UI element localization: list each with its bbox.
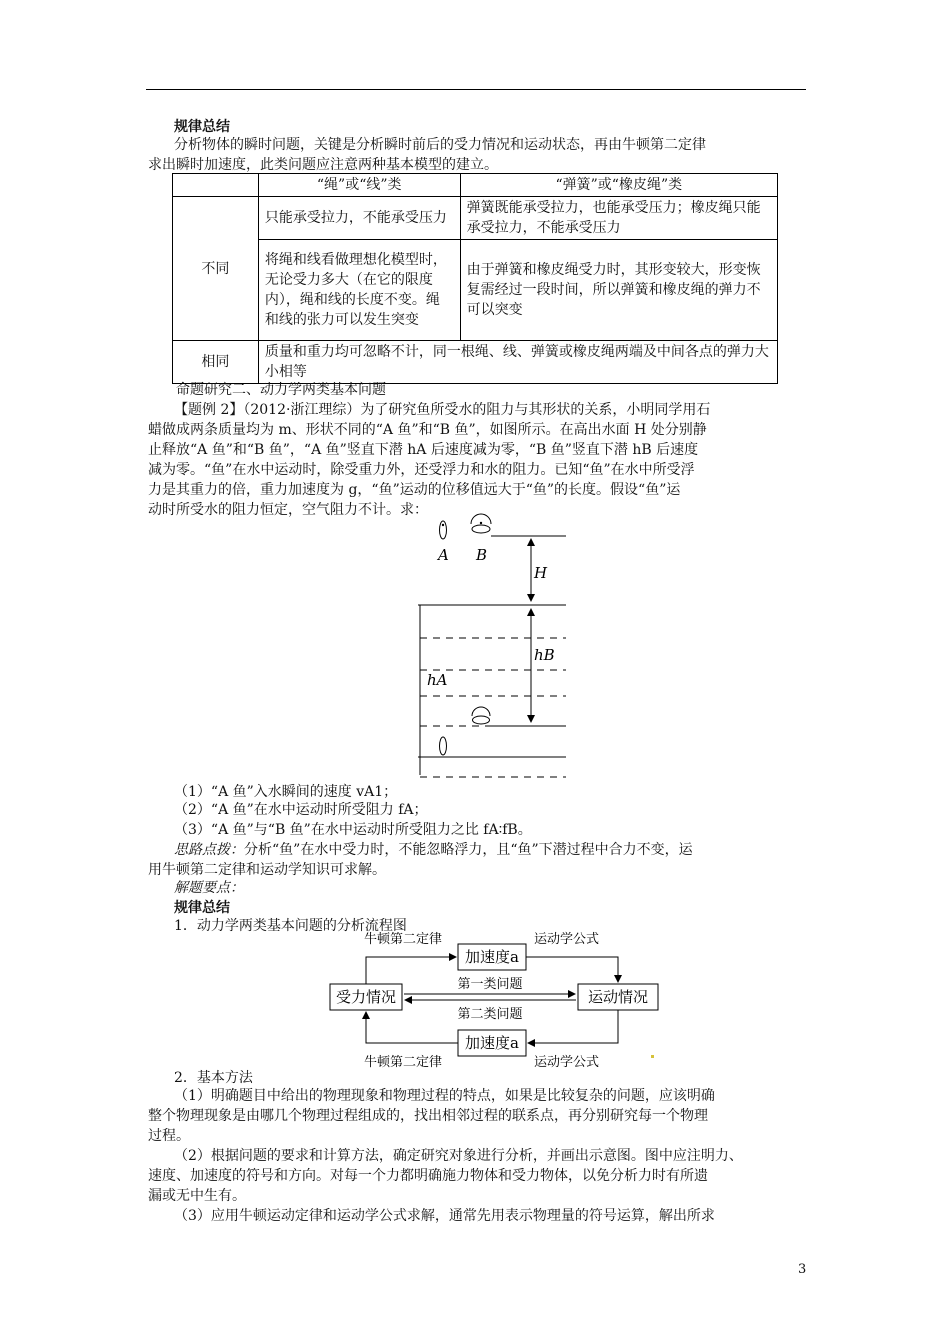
flow-right-box-label: 运动情况: [587, 988, 649, 1006]
hint-text-1: 分析“鱼”在水中受力时，不能忽略浮力，且“鱼”下潜过程中合力不变，运: [244, 842, 693, 858]
intro-line-1: 分析物体的瞬时问题，关键是分析瞬时前后的受力情况和运动状态，再由牛顿第二定律: [174, 137, 706, 153]
flow-bottom-left-label: 牛顿第二定律: [364, 1055, 443, 1070]
table-same-text: 质量和重力均可忽略不计，同一根绳、线、弹簧或橡皮绳两端及中间各点的弹力大小相等: [258, 341, 777, 384]
summary-item-1: 1．动力学两类基本问题的分析流程图: [174, 918, 407, 934]
label-a: A: [438, 546, 449, 564]
flow-top-box-label: 加速度a: [465, 948, 519, 966]
table-r1-spring: 弹簧既能承受拉力，也能承受压力；橡皮绳只能承受拉力，不能承受压力: [460, 197, 777, 240]
fish-b-initial: [471, 514, 491, 533]
method-p3-l1: （3）应用牛顿运动定律和运动学公式求解，通常先用表示物理量的符号运算，解出所求: [174, 1208, 715, 1224]
flow-bottom-box-label: 加速度a: [465, 1034, 519, 1052]
table-head-spring: “弹簧”或“橡皮绳”类: [460, 174, 777, 197]
method-p2-l1: （2）根据问题的要求和计算方法，确定研究对象进行分析，并画出示意图。图中应注明力、: [174, 1148, 743, 1164]
flow-left-box-label: 受力情况: [335, 988, 397, 1006]
example-line-6: 动时所受水的阻力恒定，空气阻力不计。求：: [148, 502, 428, 518]
flow-bottom-right-label: 运动学公式: [534, 1055, 600, 1070]
table-r2-spring: 由于弹簧和橡皮绳受力时，其形变较大，形变恢复需经过一段时间，所以弹簧和橡皮绳的弹力不可以突变: [460, 240, 777, 341]
table-corner-cell: [173, 174, 259, 197]
method-p2-l2: 速度、加速度的符号和方向。对每一个力都明确施力物体和受力物体，以免分析力时有所遗: [148, 1168, 708, 1184]
summary-title-2: 规律总结: [174, 900, 230, 916]
label-hb: hB: [534, 646, 555, 664]
flow-top-right-label: 运动学公式: [534, 932, 600, 947]
example-line-2: 蜡做成两条质量均为 m、形状不同的“A 鱼”和“B 鱼”，如图所示。在高出水面 H 处分别静: [148, 422, 707, 438]
example-line-5: 力是其重力的倍，重力加速度为 g，“鱼”运动的位移值远大于“鱼”的长度。假设“鱼”运: [148, 482, 681, 498]
table-r1-rope: 只能承受拉力，不能承受压力: [258, 197, 460, 240]
label-ha: hA: [427, 671, 448, 689]
method-title: 2．基本方法: [174, 1070, 253, 1086]
method-p1-l3: 过程。: [148, 1128, 190, 1144]
label-h: H: [534, 564, 548, 582]
fish-figure: [400, 510, 580, 785]
label-b: B: [476, 546, 488, 564]
fish-a-final: [440, 737, 447, 755]
flow-arrow-top-left: [366, 957, 456, 984]
stray-mark: [651, 1055, 654, 1058]
method-p1-l1: （1）明确题目中给出的物理现象和物理过程的特点，如果是比较复杂的问题，应该明确: [174, 1088, 715, 1104]
intro-line-2: 求出瞬时加速度，此类问题应注意两种基本模型的建立。: [148, 157, 498, 173]
flow-chart: [320, 930, 680, 1070]
table-head-rope: “绳”或“线”类: [258, 174, 460, 197]
flow-arrow-top-right: [526, 957, 618, 982]
flow-arrow-bottom-left: [366, 1012, 458, 1043]
table-diff-label: 不同: [173, 197, 259, 341]
hint-line-1: [174, 840, 693, 860]
table-same-label: 相同: [173, 341, 259, 384]
hint-line-2: 用牛顿第二定律和运动学知识可求解。: [148, 862, 386, 878]
comparison-table: [172, 173, 778, 384]
table-r2-rope: 将绳和线看做理想化模型时，无论受力多大（在它的限度内），绳和线的长度不变。绳和线的张力可以发生突变: [258, 240, 460, 341]
method-p1-l2: 整个物理现象是由哪几个物理过程组成的，找出相邻过程的联系点，再分别研究每一个物理: [148, 1108, 708, 1124]
flow-class1-label: 第一类问题: [457, 977, 523, 992]
question-2: （2）“A 鱼”在水中运动时所受阻力 fA；: [174, 802, 428, 818]
header-rule: [146, 89, 806, 90]
hint-label: 思路点拨：: [174, 842, 244, 858]
method-p2-l3: 漏或无中生有。: [148, 1188, 246, 1204]
research-title: 命题研究二、动力学两类基本问题: [176, 382, 386, 398]
page-number: 3: [798, 1262, 807, 1277]
solution-label: 解题要点：: [174, 880, 244, 896]
summary-title-1: 规律总结: [174, 119, 230, 135]
example-line-3: 止释放“A 鱼”和“B 鱼”，“A 鱼”竖直下潜 hA 后速度减为零，“B 鱼”竖直下潜 hB 后速度: [148, 442, 699, 458]
fish-b-final: [472, 707, 490, 724]
question-3: （3）“A 鱼”与“B 鱼”在水中运动时所受阻力之比 fA∶fB。: [174, 822, 532, 838]
fish-a-initial: [440, 521, 447, 539]
question-1: （1）“A 鱼”入水瞬间的速度 vA1；: [174, 784, 398, 800]
flow-arrow-bottom-right: [528, 1010, 618, 1043]
flow-class2-label: 第二类问题: [457, 1007, 523, 1022]
example-line-4: 减为零。“鱼”在水中运动时，除受重力外，还受浮力和水的阻力。已知“鱼”在水中所受浮: [148, 462, 695, 478]
flow-top-left-label: 牛顿第二定律: [364, 932, 443, 947]
example-line-1: 【题例 2】（2012·浙江理综）为了研究鱼所受水的阻力与其形状的关系，小明同学用石: [174, 402, 711, 418]
